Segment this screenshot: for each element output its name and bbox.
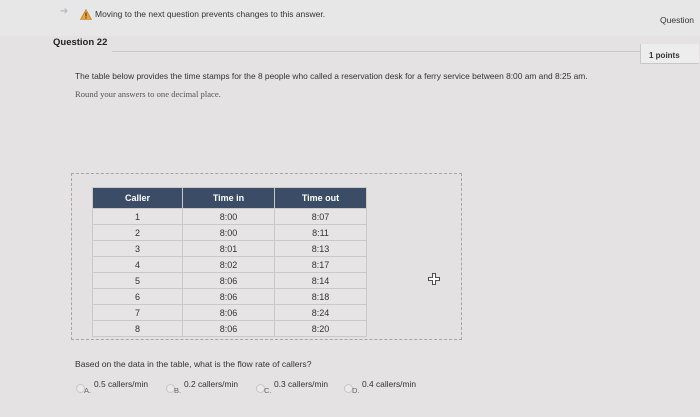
caller-cell: 5 xyxy=(93,273,183,289)
table-row xyxy=(93,257,367,273)
table-row xyxy=(93,289,367,305)
time-out-cell: 8:17 xyxy=(275,257,367,273)
rounding-instruction: Round your answers to one decimal place. xyxy=(75,89,221,99)
option-b-label: 0.2 callers/min xyxy=(184,379,238,389)
option-c[interactable] xyxy=(256,379,346,397)
caller-cell: 4 xyxy=(93,257,183,273)
caller-cell: 1 xyxy=(93,209,183,225)
arrow-icon: ➜ xyxy=(60,6,69,17)
table-row xyxy=(93,305,367,321)
time-out-cell: 8:24 xyxy=(275,305,367,321)
option-d[interactable] xyxy=(344,379,434,397)
header-time-in: Time in xyxy=(183,188,275,209)
table-header-row xyxy=(93,188,367,209)
time-in-cell: 8:06 xyxy=(183,321,275,337)
points-label: 1 points xyxy=(649,51,680,60)
crosshair-cursor-icon xyxy=(428,273,440,285)
caller-cell: 2 xyxy=(93,225,183,241)
warning-icon xyxy=(80,9,92,20)
time-in-cell: 8:06 xyxy=(183,305,275,321)
header-divider xyxy=(112,51,640,52)
option-b-letter: B. xyxy=(174,386,182,395)
header-caller: Caller xyxy=(93,188,183,209)
warning-text: Moving to the next question prevents changes to this answer. xyxy=(95,9,326,19)
option-c-letter: C. xyxy=(264,386,272,395)
header-time-out: Time out xyxy=(275,188,367,209)
option-a-label: 0.5 callers/min xyxy=(94,379,148,389)
option-b[interactable] xyxy=(166,379,256,397)
time-in-cell: 8:01 xyxy=(183,241,275,257)
option-a[interactable] xyxy=(76,379,166,397)
table-row xyxy=(93,273,367,289)
time-out-cell: 8:11 xyxy=(275,225,367,241)
caller-cell: 8 xyxy=(93,321,183,337)
question-title: Question 22 xyxy=(53,37,108,48)
option-d-letter: D. xyxy=(352,386,360,395)
option-c-label: 0.3 callers/min xyxy=(274,379,328,389)
time-out-cell: 8:20 xyxy=(275,321,367,337)
table-row xyxy=(93,321,367,337)
time-in-cell: 8:02 xyxy=(183,257,275,273)
time-in-cell: 8:06 xyxy=(183,273,275,289)
question-nav-link[interactable]: Question xyxy=(660,15,695,25)
time-out-cell: 8:07 xyxy=(275,209,367,225)
time-in-cell: 8:00 xyxy=(183,225,275,241)
table-row xyxy=(93,225,367,241)
time-in-cell: 8:00 xyxy=(183,209,275,225)
question-prompt: The table below provides the time stamps for the 8 people who called a reservation desk for a ferry service between 8:00 am and 8:25 am. xyxy=(75,71,588,81)
time-out-cell: 8:18 xyxy=(275,289,367,305)
caller-cell: 3 xyxy=(93,241,183,257)
flow-rate-question: Based on the data in the table, what is the flow rate of callers? xyxy=(75,359,312,369)
table-row xyxy=(93,209,367,225)
caller-table xyxy=(92,187,367,337)
caller-cell: 6 xyxy=(93,289,183,305)
option-d-label: 0.4 callers/min xyxy=(362,379,416,389)
option-a-letter: A. xyxy=(84,386,92,395)
time-in-cell: 8:06 xyxy=(183,289,275,305)
time-out-cell: 8:14 xyxy=(275,273,367,289)
table-row xyxy=(93,241,367,257)
caller-cell: 7 xyxy=(93,305,183,321)
time-out-cell: 8:13 xyxy=(275,241,367,257)
